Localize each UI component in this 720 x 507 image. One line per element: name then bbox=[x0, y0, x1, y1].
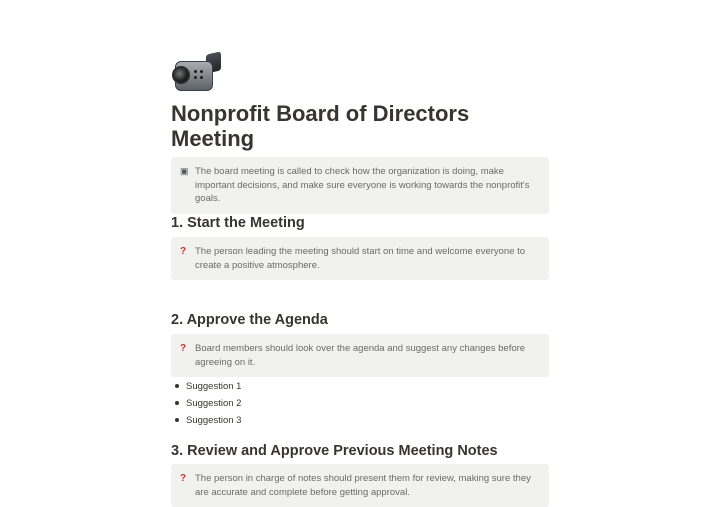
intro-callout[interactable] bbox=[171, 157, 549, 214]
video-camera-icon[interactable] bbox=[172, 50, 224, 96]
question-mark-icon: ? bbox=[180, 246, 187, 257]
callout-text: The person in charge of notes should present them for review, making sure they are accurate and complete before getting approval. bbox=[195, 473, 531, 498]
question-mark-icon: ? bbox=[180, 473, 187, 484]
callout-review-notes[interactable] bbox=[171, 464, 549, 507]
callout-start-meeting[interactable] bbox=[171, 237, 549, 280]
question-mark-icon: ? bbox=[180, 343, 187, 354]
section-heading-approve-agenda[interactable]: 2. Approve the Agenda bbox=[171, 312, 328, 328]
suggestion-list bbox=[171, 378, 241, 429]
section-heading-start-meeting[interactable]: 1. Start the Meeting bbox=[171, 215, 305, 231]
callout-approve-agenda[interactable] bbox=[171, 334, 549, 377]
section-heading-review-notes[interactable]: 3. Review and Approve Previous Meeting Notes bbox=[171, 443, 498, 459]
video-camera-icon: ▣ bbox=[180, 166, 189, 176]
list-item[interactable]: Suggestion 1 bbox=[171, 378, 241, 395]
page-title[interactable]: Nonprofit Board of Directors Meeting bbox=[171, 101, 470, 151]
list-item[interactable]: Suggestion 3 bbox=[171, 412, 241, 429]
callout-text: The board meeting is called to check how the organization is doing, make important decisions, and make sure everyone is working towards the nonprofit's goals. bbox=[195, 166, 530, 204]
list-item[interactable]: Suggestion 2 bbox=[171, 395, 241, 412]
callout-text: Board members should look over the agenda and suggest any changes before agreeing on it. bbox=[195, 343, 526, 368]
callout-text: The person leading the meeting should start on time and welcome everyone to create a positive atmosphere. bbox=[195, 246, 526, 271]
